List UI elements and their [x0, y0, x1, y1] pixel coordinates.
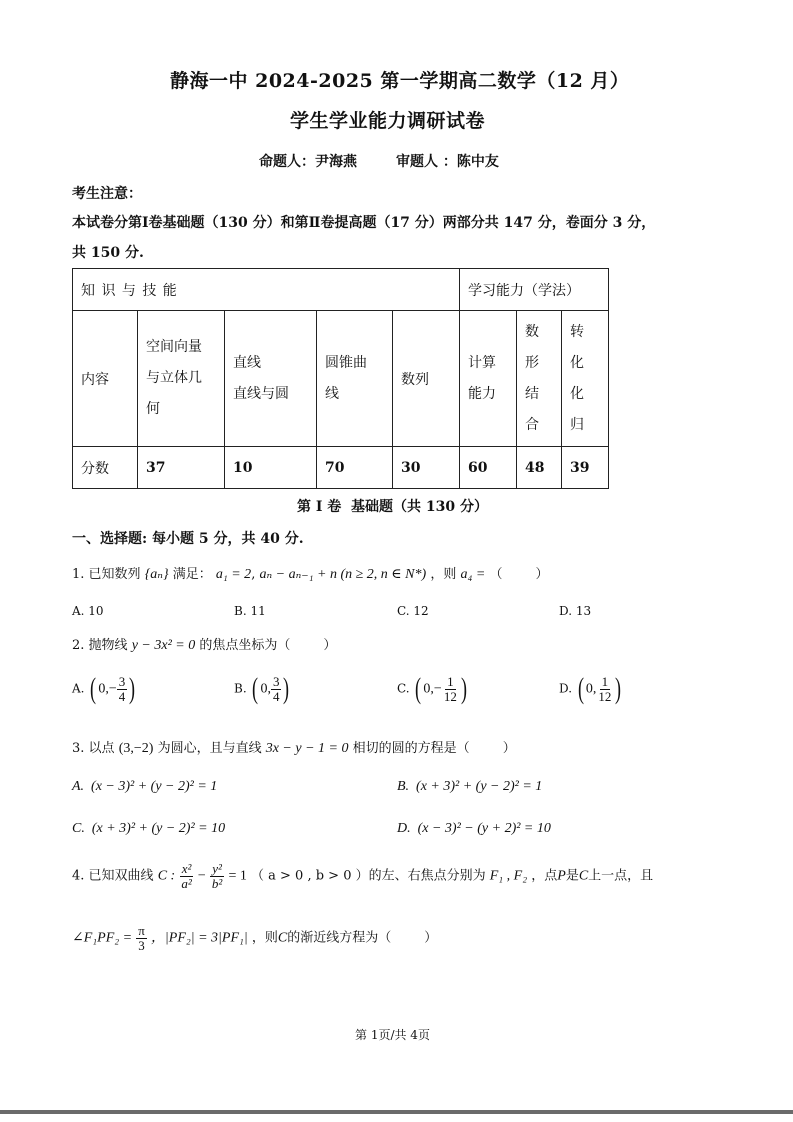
col-line-circle-l1: 直线	[233, 354, 261, 371]
q3-option-b[interactable]: B. (x + 3)² + (y − 2)² = 1	[397, 779, 543, 794]
q2-option-c-sign: −	[433, 681, 442, 697]
score-cell: 60	[460, 447, 517, 489]
q2-option-a-num: 3	[118, 673, 126, 689]
q2-option-b-num: 3	[272, 673, 280, 689]
q1-option-d[interactable]: D. 13	[559, 604, 592, 618]
q2-option-b[interactable]: B. ( 0, $\frac{3}{4}$ )	[234, 672, 290, 705]
question-2	[72, 634, 336, 654]
q4-angle: ∠F₁PF₂ =	[72, 930, 133, 946]
col-transform-l2: 化	[570, 354, 584, 371]
q2-option-a-den: 4	[118, 688, 126, 704]
col-conic-l2: 线	[325, 385, 339, 402]
q3-mid: 为圆心，且与直线	[157, 741, 262, 756]
col-line-circle	[225, 311, 317, 447]
header-knowledge: 知 识 与 技 能	[73, 269, 460, 311]
notice-text-line2: 共 150 分.	[72, 245, 144, 261]
q1-cond1: a₁ = 2	[215, 567, 252, 582]
q2-option-c[interactable]: C. ( 0,− $\frac{1}{12}$ )	[397, 672, 467, 705]
col-shape-number-l3: 结	[525, 385, 539, 402]
exam-title: 静海一中 2024-2025 第一学期高二数学（12 月）	[170, 70, 630, 92]
question-4-line2	[72, 924, 437, 952]
q1-mid: 满足：	[172, 567, 212, 582]
col-space-vector-l3: 何	[146, 401, 160, 417]
q1-option-a[interactable]: A. 10	[72, 604, 104, 618]
col-shape-number-l1: 数	[525, 323, 539, 340]
q1-cond2: aₙ − aₙ₋₁ + n (n ≥ 2, n ∈ N*)	[259, 567, 427, 582]
score-cell: 30	[393, 447, 460, 489]
q2-option-b-label: B.	[234, 681, 247, 696]
bottom-divider	[0, 1110, 793, 1114]
page-number: 第 1页/共 4页	[355, 1028, 430, 1042]
exam-subtitle: 学生学业能力调研试卷	[290, 110, 486, 132]
q3-prefix: 3. 以点	[72, 741, 115, 756]
col-transform-l4: 归	[570, 416, 584, 433]
q4-cvar2: C	[578, 868, 589, 884]
q4-cvar: C :	[157, 868, 176, 884]
q1-seq: {aₙ}	[144, 567, 169, 582]
col-space-vector-l1: 空间向量	[146, 339, 202, 355]
q4-line2-tail: ，则	[251, 930, 278, 946]
q4-eq-tail: = 1	[228, 868, 247, 884]
q2-option-c-num: 1	[447, 673, 454, 689]
question-4: 4. 已知双曲线 C : $\frac{\text{x²}}{\text{a²}}$ − $\frac{\text{y²}}{\text{b²}}$ = 1 （ a > 0 , b > 0 ）的左、右焦点分别为 F₁ , F₂ ，点P是C上一点，且	[72, 861, 654, 891]
q3-line: 3x − y − 1 = 0	[265, 741, 349, 756]
q4-dist: ，|PF₂| = 3|PF₁|	[150, 930, 248, 946]
q2-option-d-num: 1	[601, 673, 609, 689]
question-3	[72, 737, 516, 757]
q2-expr: y − 3x² = 0	[131, 638, 196, 653]
q2-tail: 的焦点坐标为（ ）	[199, 638, 337, 653]
row-score-label: 分数	[73, 447, 138, 489]
q3-tail: 相切的圆的方程是（ ）	[352, 741, 516, 756]
q1-answer-paren: （ ）	[489, 567, 549, 582]
q2-option-d-den: 12	[598, 688, 612, 704]
score-cell: 39	[562, 447, 609, 489]
q2-option-c-den: 12	[443, 688, 457, 704]
q4-foci: F₁ , F₂	[489, 868, 528, 884]
q2-option-a-sign: −	[108, 681, 117, 697]
q4-ask: 的渐近线方程为（ ）	[287, 930, 438, 946]
q1-option-c[interactable]: C. 12	[397, 604, 429, 618]
header-ability: 学习能力（学法）	[460, 269, 609, 311]
col-shape-number-l2: 形	[525, 354, 539, 371]
q2-option-d[interactable]: D. ( 0, $\frac{1}{12}$ )	[559, 672, 622, 705]
col-space-vector	[138, 311, 225, 447]
q3-option-d[interactable]: D. (x − 3)² − (y + 2)² = 10	[397, 821, 551, 836]
section-title: 第 I 卷 基础题（共 130 分）	[297, 499, 489, 515]
col-calc	[460, 311, 517, 447]
score-cell: 48	[517, 447, 562, 489]
q1-ask: a₄ =	[460, 567, 486, 582]
q4-tail3: 上一点，且	[588, 868, 654, 884]
q4-angle-den: 3	[138, 937, 145, 953]
col-sequence: 数列	[393, 311, 460, 447]
q2-option-b-den: 4	[272, 688, 280, 704]
q4-cvar3: C	[277, 930, 288, 946]
score-cell: 10	[225, 447, 317, 489]
q2-option-d-label: D.	[559, 681, 573, 696]
question-1: 1. 已知数列 {aₙ} 满足： a₁ = 2, aₙ − aₙ₋₁ + n (n ≥ 2, n ∈ N*) ，则 a₄ = （ ）	[72, 567, 549, 582]
col-transform-l3: 化	[570, 385, 584, 402]
q2-prefix: 2. 抛物线	[72, 638, 128, 653]
q2-option-c-label: C.	[397, 681, 410, 696]
q4-pvar: P	[557, 868, 566, 884]
col-transform	[562, 311, 609, 447]
notice-text-line1: 本试卷分第Ⅰ卷基础题（130 分）和第Ⅱ卷提高题（17 分）两部分共 147 分，卷面分 3 分，	[72, 215, 656, 231]
q4-cond: （ a > 0 , b > 0 ）的左、右焦点分别为	[251, 868, 486, 884]
score-cell: 70	[317, 447, 393, 489]
q1-prefix: 1. 已知数列	[72, 567, 141, 582]
q3-point: (3,−2)	[118, 741, 154, 756]
q2-option-a[interactable]: A. ( 0,− $\frac{3}{4}$ )	[72, 672, 136, 705]
q3-option-a[interactable]: A. (x − 3)² + (y − 2)² = 1	[72, 779, 218, 794]
col-calc-l2: 能力	[468, 385, 496, 402]
q1-tail: ，则	[430, 567, 457, 582]
col-shape-number	[517, 311, 562, 447]
q1-option-b[interactable]: B. 11	[234, 604, 266, 618]
col-conic	[317, 311, 393, 447]
q4-angle-num: π	[138, 923, 145, 938]
authors-line: 命题人：尹海燕 审题人 ：陈中友	[259, 154, 499, 170]
col-calc-l1: 计算	[468, 354, 496, 371]
score-cell: 37	[138, 447, 225, 489]
col-shape-number-l4: 合	[525, 416, 539, 433]
col-line-circle-l2: 直线与圆	[233, 385, 289, 402]
col-conic-l1: 圆锥曲	[325, 354, 367, 371]
q4-tail1: ，点	[531, 868, 558, 884]
q3-option-c[interactable]: C. (x + 3)² + (y − 2)² = 10	[72, 821, 226, 836]
q4-tail2: 是	[565, 868, 579, 884]
q4-prefix: 4. 已知双曲线	[72, 868, 154, 884]
col-transform-l1: 转	[570, 323, 584, 340]
part-title: 一、选择题: 每小题 5 分，共 40 分.	[72, 531, 304, 547]
q2-option-a-label: A.	[72, 681, 85, 696]
score-table	[72, 268, 609, 489]
row-content-label: 内容	[73, 311, 138, 447]
notice-label: 考生注意：	[72, 186, 142, 202]
col-space-vector-l2: 与立体几	[146, 370, 202, 386]
